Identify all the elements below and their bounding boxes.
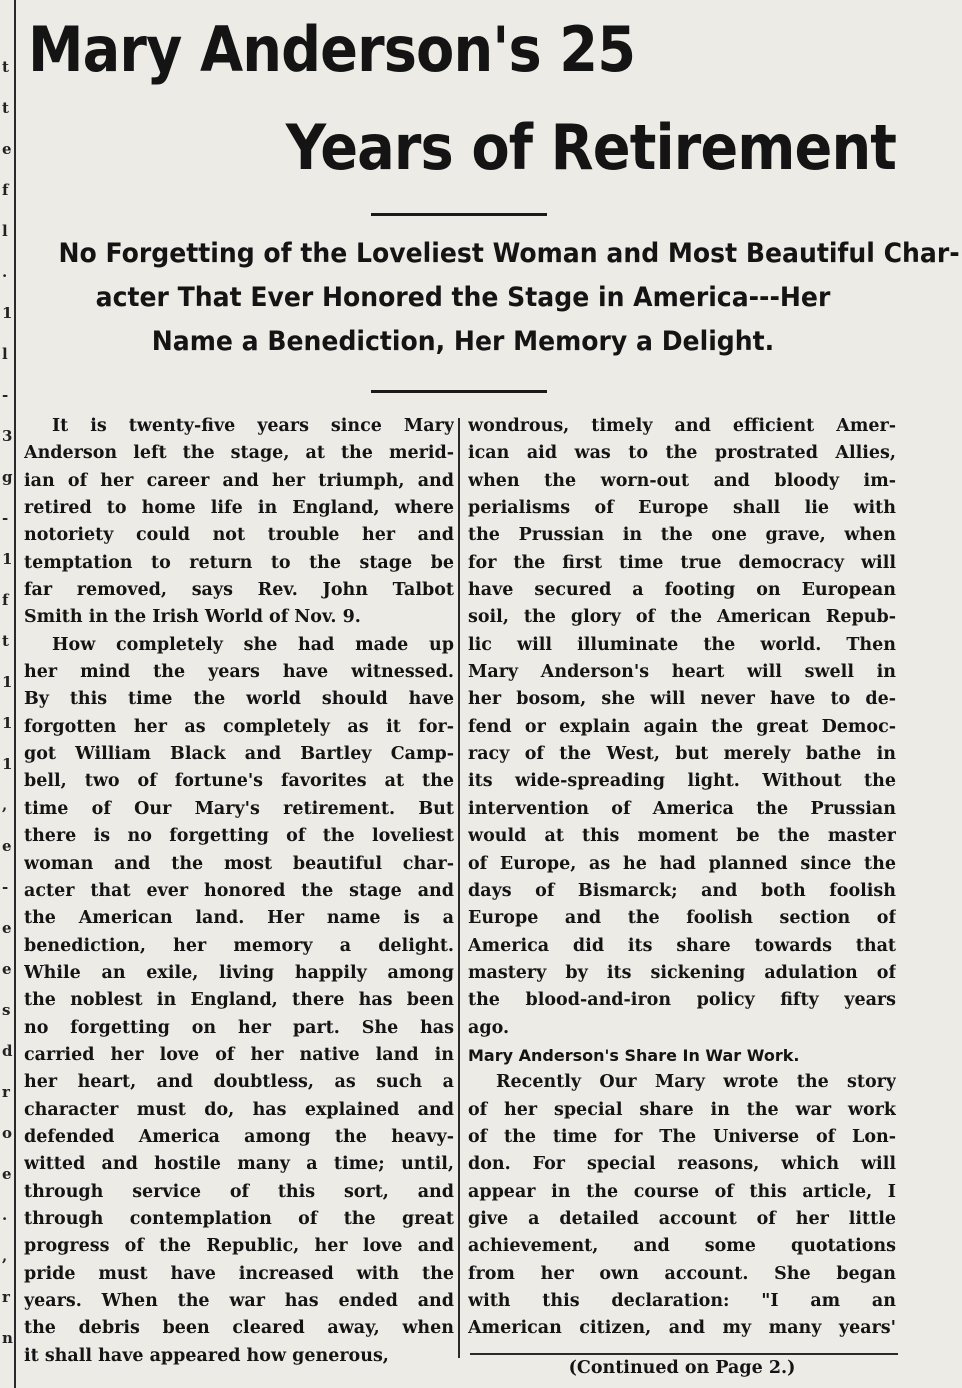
subheadline-line: acter That Ever Honored the Stage in America---Her <box>95 282 831 313</box>
left-margin-fragments <box>0 60 12 1380</box>
article-line: Recently Our Mary wrote the story <box>496 1072 896 1093</box>
article-line: wondrous, timely and efficient Amer- <box>468 416 896 436</box>
article-line: its wide-spreading light. Without the <box>468 771 896 792</box>
article-line: her heart, and doubtless, as such a <box>24 1072 454 1093</box>
article-line: ago. <box>468 1017 510 1038</box>
article-line: appear in the course of this article, I <box>468 1181 896 1202</box>
article-line: By this time the world should have <box>24 689 454 710</box>
article-line: don. For special reasons, which will <box>468 1154 896 1175</box>
article-line: benediction, her memory a delight. <box>24 935 454 956</box>
article-line: of Europe, as he had planned since the <box>468 853 896 874</box>
article-line: While an exile, living happily among <box>24 962 454 983</box>
margin-fragment: 1 <box>2 673 13 691</box>
margin-fragment: 1 <box>2 550 13 568</box>
article-line: mastery by its sickening adulation of <box>468 962 896 983</box>
article-line: give a detailed account of her little <box>468 1208 896 1229</box>
article-line: retired to home life in England, where <box>24 498 454 519</box>
margin-fragment: t <box>2 632 9 650</box>
article-line: the noblest in England, there has been <box>24 990 454 1011</box>
article-line: ican aid was to the prostrated Allies, <box>468 443 896 464</box>
article-line: carried her love of her native land in <box>24 1044 454 1065</box>
section-heading: Mary Anderson's Share In War Work. <box>468 1045 800 1065</box>
headline-line-1: Mary Anderson's 25 <box>28 13 636 86</box>
article-line: Europe and the foolish section of <box>468 908 896 929</box>
margin-fragment: s <box>2 1001 11 1019</box>
article-line: through service of this sort, and <box>24 1181 454 1202</box>
margin-fragment: o <box>2 1124 13 1142</box>
article-line: it shall have appeared how generous, <box>24 1345 389 1366</box>
article-column-2 <box>468 413 896 1343</box>
subheadline-divider <box>371 390 547 393</box>
article-line: ian of her career and her triumph, and <box>24 470 454 491</box>
article-line: from her own account. She began <box>468 1263 896 1284</box>
continued-note: (Continued on Page 2.) <box>568 1358 796 1378</box>
article-line: soil, the glory of the American Repub- <box>468 607 896 628</box>
margin-fragment: 1 <box>2 714 13 732</box>
margin-fragment: l <box>2 222 8 240</box>
subheadline <box>58 232 960 364</box>
margin-fragment: d <box>2 1042 13 1060</box>
article-line: no forgetting on her part. She has <box>24 1017 454 1038</box>
article-line: her mind the years have witnessed. <box>24 662 454 683</box>
margin-fragment: t <box>2 58 9 76</box>
margin-fragment: e <box>2 960 12 978</box>
margin-fragment: f <box>2 181 9 199</box>
article-line: pride must have increased with the <box>24 1263 454 1284</box>
margin-fragment: - <box>2 509 9 527</box>
margin-fragment: g <box>2 468 13 486</box>
subheadline-line: No Forgetting of the Loveliest Woman and Most Beautiful Char- <box>58 238 960 269</box>
margin-fragment: . <box>2 1206 8 1224</box>
article-line: through contemplation of the great <box>24 1208 454 1229</box>
column-2-part-1 <box>468 413 896 1042</box>
headline-line-2: Years of Retirement <box>285 111 896 184</box>
article-line: for the first time true democracy will <box>468 552 896 573</box>
article-line: American citizen, and my many years' <box>468 1318 896 1339</box>
article-line: forgotten her as completely as it for- <box>24 716 454 737</box>
left-column-rule <box>14 0 16 1388</box>
article-line: witted and hostile many a time; until, <box>24 1154 454 1175</box>
article-line: of her special share in the war work <box>468 1099 896 1120</box>
article-line: achievement, and some quotations <box>468 1236 896 1257</box>
article-line: lic will illuminate the world. Then <box>468 634 896 655</box>
article-line: Mary Anderson's heart will swell in <box>468 662 896 683</box>
article-line: acter that ever honored the stage and <box>24 880 454 901</box>
margin-fragment: . <box>2 263 8 281</box>
article-line: Anderson left the stage, at the merid- <box>24 443 454 464</box>
margin-fragment: r <box>2 1083 10 1101</box>
article-line: her bosom, she will never have to de- <box>468 689 896 710</box>
margin-fragment: - <box>2 386 9 404</box>
article-line: How completely she had made up <box>52 634 454 655</box>
margin-fragment: e <box>2 1165 12 1183</box>
article-line: there is no forgetting of the loveliest <box>24 826 454 847</box>
column-rule <box>458 418 460 1358</box>
article-line: the American land. Her name is a <box>24 908 454 929</box>
article-line: would at this moment be the master <box>468 826 896 847</box>
article-line: the blood-and-iron policy fifty years <box>468 990 896 1011</box>
article-line: got William Black and Bartley Camp- <box>24 744 454 765</box>
article-line: defended America among the heavy- <box>24 1126 454 1147</box>
article-line: perialisms of Europe shall lie with <box>468 498 896 519</box>
article-line: America did its share towards that <box>468 935 896 956</box>
article-line: Smith in the Irish World of Nov. 9. <box>24 607 361 628</box>
article-column-1 <box>24 413 454 1370</box>
margin-fragment: 1 <box>2 304 13 322</box>
margin-fragment: , <box>2 1247 8 1265</box>
subheadline-line: Name a Benediction, Her Memory a Delight. <box>151 326 775 357</box>
article-line: fend or explain again the great Democ- <box>468 716 896 737</box>
article-line: character must do, has explained and <box>24 1099 454 1120</box>
article-line: temptation to return to the stage be <box>24 552 454 573</box>
margin-fragment: n <box>2 1329 13 1347</box>
headline-divider <box>371 213 547 216</box>
margin-fragment: f <box>2 591 9 609</box>
article-line: notoriety could not trouble her and <box>24 525 454 546</box>
margin-fragment: l <box>2 345 8 363</box>
margin-fragment: - <box>2 878 9 896</box>
article-line: days of Bismarck; and both foolish <box>468 880 896 901</box>
margin-fragment: e <box>2 140 12 158</box>
margin-fragment: 3 <box>2 427 13 445</box>
article-line: It is twenty-five years since Mary <box>52 416 454 436</box>
article-line: with this declaration: "I am an <box>468 1291 896 1311</box>
article-line: progress of the Republic, her love and <box>24 1236 454 1257</box>
article-line: racy of the West, but merely bathe in <box>468 744 896 765</box>
margin-fragment: t <box>2 99 9 117</box>
article-line: the debris been cleared away, when <box>24 1318 454 1339</box>
article-line: when the worn-out and bloody im- <box>468 470 896 491</box>
margin-fragment: 1 <box>2 755 13 773</box>
margin-fragment: e <box>2 837 12 855</box>
article-line: time of Our Mary's retirement. But <box>24 798 454 819</box>
margin-fragment: e <box>2 919 12 937</box>
article-line: woman and the most beautiful char- <box>24 853 454 874</box>
column-2-part-2 <box>468 1069 896 1342</box>
margin-fragment: , <box>2 796 8 814</box>
article-line: of the time for The Universe of Lon- <box>468 1126 896 1147</box>
article-line: the Prussian in the one grave, when <box>468 525 896 546</box>
margin-fragment: r <box>2 1288 10 1306</box>
article-line: bell, two of fortune's favorites at the <box>24 771 454 792</box>
article-line: intervention of America the Prussian <box>468 798 896 819</box>
article-line: far removed, says Rev. John Talbot <box>24 580 454 601</box>
article-line: have secured a footing on European <box>468 580 896 601</box>
article-line: years. When the war has ended and <box>24 1291 454 1311</box>
